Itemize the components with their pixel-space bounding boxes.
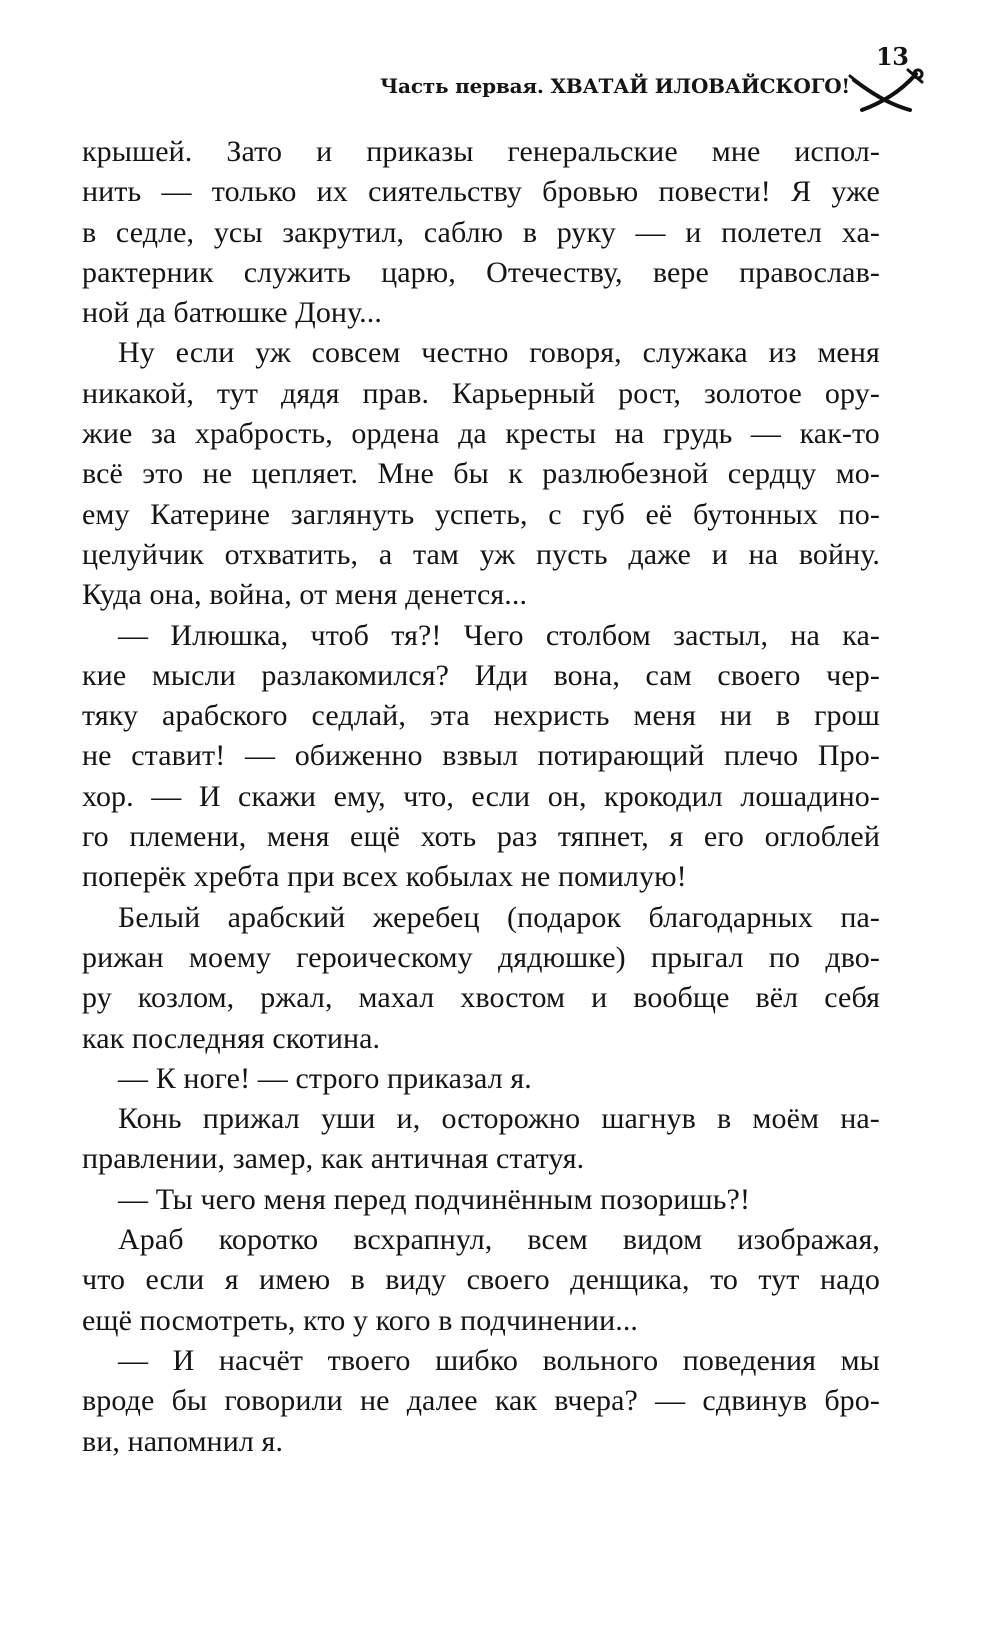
page-number: 13 bbox=[876, 42, 909, 71]
text-line: ной да батюшке Дону... bbox=[82, 296, 382, 330]
text-line: всё это не цепляет. Мне бы к разлюбезной сердцу мо- bbox=[82, 457, 880, 491]
text-line: Ну если уж совсем честно говоря, служака из меня bbox=[118, 336, 880, 370]
body-text bbox=[82, 132, 880, 1462]
text-line: ру козлом, ржал, махал хвостом и вообще вёл себя bbox=[82, 981, 880, 1015]
text-line: правлении, замер, как античная статуя. bbox=[82, 1142, 585, 1176]
text-line: Белый арабский жеребец (подарок благодарных па- bbox=[118, 900, 880, 934]
text-line: тяку арабского седлай, эта нехристь меня ни в грош bbox=[82, 699, 880, 733]
header-title: ХВАТАЙ ИЛОВАЙСКОГО! bbox=[550, 74, 851, 98]
text-line: Араб коротко всхрапнул, всем видом изображая, bbox=[118, 1223, 880, 1257]
text-line: — К ноге! — строго приказал я. bbox=[118, 1061, 532, 1095]
text-line: что если я имею в виду своего денщика, то тут надо bbox=[82, 1263, 880, 1297]
text-line: ещё посмотреть, кто у кого в подчинении... bbox=[82, 1303, 639, 1337]
text-line: го племени, меня ещё хоть раз тяпнет, я его оглоблей bbox=[82, 820, 880, 854]
text-line: кие мысли разлакомился? Иди вона, сам своего чер- bbox=[82, 658, 880, 692]
text-line: — Ты чего меня перед подчинённым позоришь?! bbox=[118, 1182, 751, 1216]
text-line: ви, напомнил я. bbox=[82, 1424, 284, 1458]
text-line: Куда она, война, от меня денется... bbox=[82, 578, 528, 612]
text-line: — И насчёт твоего шибко вольного поведения мы bbox=[118, 1343, 880, 1377]
text-line: Конь прижал уши и, осторожно шагнув в моём на- bbox=[118, 1102, 880, 1136]
header-part-label: Часть первая. bbox=[380, 74, 544, 98]
text-line: хор. — И скажи ему, что, если он, крокодил лошадино- bbox=[82, 779, 880, 813]
text-line: — Илюшка, чтоб тя?! Чего столбом застыл, на ка- bbox=[118, 618, 880, 652]
text-line: нить — только их сиятельству бровью повести! Я уже bbox=[82, 175, 880, 209]
crossed-sabres-icon bbox=[848, 66, 928, 114]
text-line: рижан моему героическому дядюшке) прыгал по дво- bbox=[82, 940, 880, 974]
text-line: никакой, тут дядя прав. Карьерный рост, золотое ору- bbox=[82, 376, 880, 410]
text-line: как последняя скотина. bbox=[82, 1021, 381, 1055]
text-line: целуйчик отхватить, а там уж пусть даже и на войну. bbox=[82, 537, 880, 571]
text-line: поперёк хребта при всех кобылах не помилую! bbox=[82, 860, 687, 894]
running-header bbox=[380, 72, 851, 100]
text-line: вроде бы говорили не далее как вчера? — сдвинув бро- bbox=[82, 1384, 880, 1418]
text-line: крышей. Зато и приказы генеральские мне испол- bbox=[82, 135, 880, 168]
text-line: не ставит! — обиженно взвыл потирающий плечо Про- bbox=[82, 739, 880, 773]
text-line: в седле, усы закрутил, саблю в руку — и полетел ха- bbox=[82, 215, 880, 249]
text-line: рактерник служить царю, Отечеству, вере православ- bbox=[82, 255, 880, 289]
text-line: ему Катерине заглянуть успеть, с губ её бутонных по- bbox=[82, 497, 880, 531]
text-line: жие за храбрость, ордена да кресты на грудь — как-то bbox=[82, 417, 880, 451]
